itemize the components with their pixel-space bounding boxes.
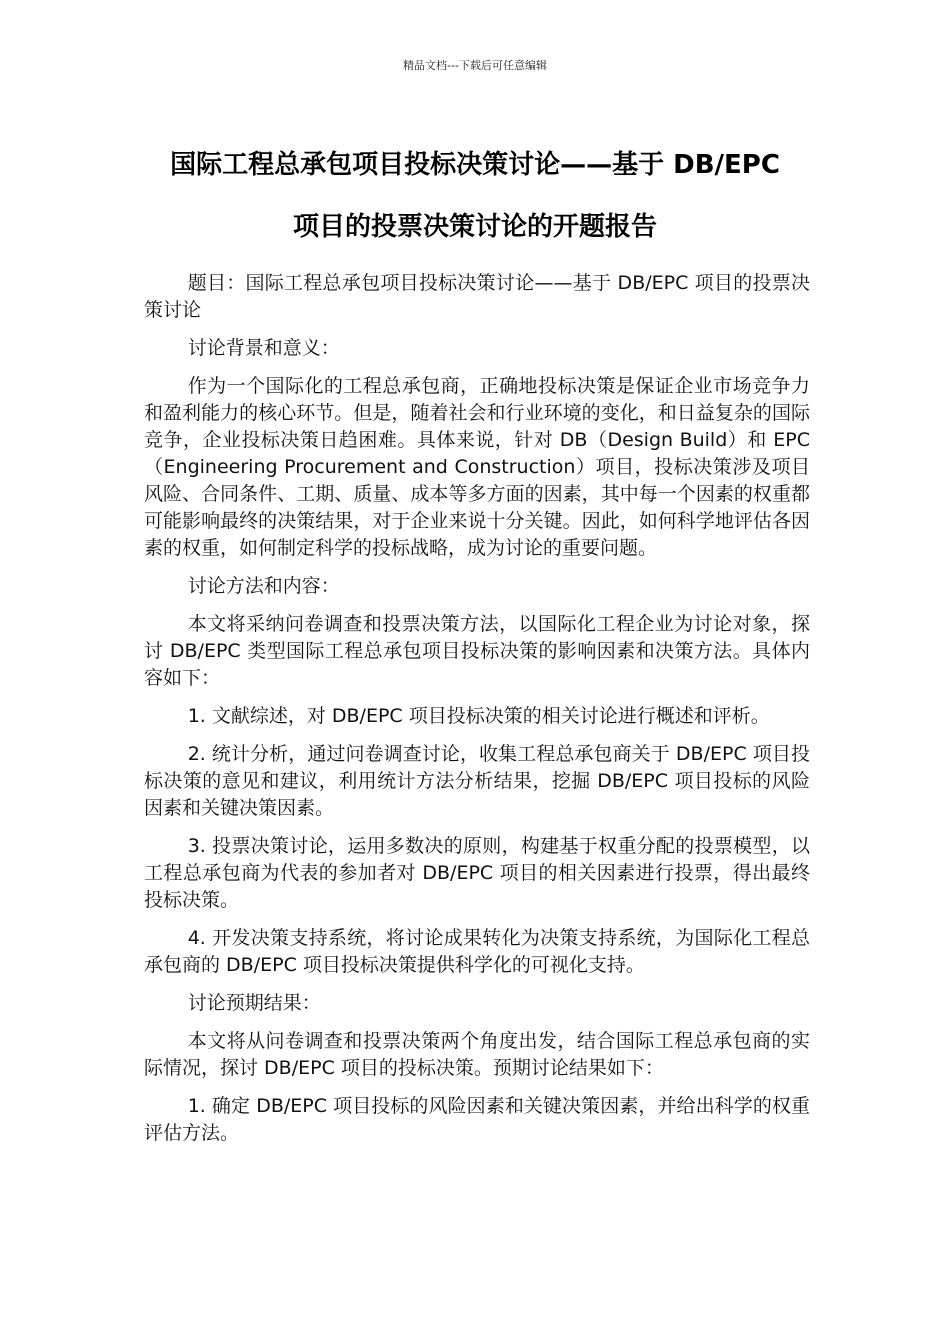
section-heading-background: 讨论背景和意义： [187, 337, 340, 359]
title-line-1: 国际工程总承包项目投标决策讨论——基于 DB/EPC [170, 150, 780, 180]
paragraph-topic: 题目：国际工程总承包项目投标决策讨论——基于 DB/EPC 项目的投票决策讨论 [144, 272, 810, 321]
document-title [120, 134, 830, 258]
paragraph-methods-intro: 本文将采纳问卷调查和投票决策方法，以国际化工程企业为讨论对象，探讨 DB/EPC 类型国际工程总承包项目投标决策的影响因素和决策方法。具体内容如下： [144, 613, 810, 689]
paragraph-background: 作为一个国际化的工程总承包商，正确地投标决策是保证企业市场竞争力和盈利能力的核心环节。但是，随着社会和行业环境的变化，和日益复杂的国际竞争，企业投标决策日趋困难。具体来说，针对 DB（Design Build）和 EPC（Engineering Procurement and Construction）项目，投标决策涉及项目风险、合同条件、工期、质量、成本等多方面的因素，其中每一个因素的权重都可能影响最终的决策结果，对于企业来说十分关键。因此，如何科学地评估各因素的权重，如何制定科学的投标战略，成为讨论的重要问题。 [144, 375, 810, 559]
list-item-method-3: 3. 投票决策讨论，运用多数决的原则，构建基于权重分配的投票模型，以工程总承包商为代表的参加者对 DB/EPC 项目的相关因素进行投票，得出最终投标决策。 [144, 835, 810, 911]
paragraph-expected-intro: 本文将从问卷调查和投票决策两个角度出发，结合国际工程总承包商的实际情况，探讨 DB/EPC 项目的投标决策。预期讨论结果如下： [144, 1030, 810, 1079]
list-item-method-4: 4. 开发决策支持系统，将讨论成果转化为决策支持系统，为国际化工程总承包商的 DB/EPC 项目投标决策提供科学化的可视化支持。 [144, 927, 810, 976]
list-item-method-1: 1. 文献综述，对 DB/EPC 项目投标决策的相关讨论进行概述和评析。 [187, 705, 770, 727]
title-line-2: 项目的投票决策讨论的开题报告 [292, 212, 657, 242]
list-item-result-1: 1. 确定 DB/EPC 项目投标的风险因素和关键决策因素，并给出科学的权重评估方法。 [144, 1095, 810, 1144]
section-heading-methods: 讨论方法和内容： [187, 575, 340, 597]
list-item-method-2: 2. 统计分析，通过问卷调查讨论，收集工程总承包商关于 DB/EPC 项目投标决策的意见和建议，利用统计方法分析结果，挖掘 DB/EPC 项目投标的风险因素和关键决策因素。 [144, 743, 810, 819]
header-note: 精品文档---下载后可任意编辑 [403, 59, 547, 72]
document-body [144, 270, 810, 1158]
section-heading-expected-results: 讨论预期结果： [187, 992, 321, 1014]
